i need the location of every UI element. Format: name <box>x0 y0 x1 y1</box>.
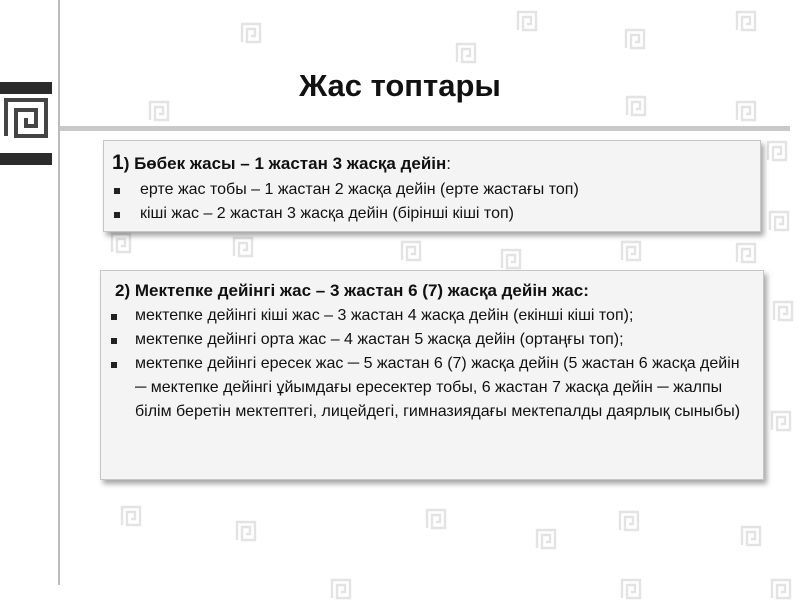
greek-key-icon <box>766 140 788 162</box>
greek-key-icon <box>770 410 792 432</box>
greek-key-icon <box>768 210 790 232</box>
preschool-age-heading: 2) Мектепке дейінгі жас – 3 жастан 6 (7) жасқа дейін жас: <box>115 281 589 300</box>
preschool-age-list <box>109 304 749 424</box>
greek-key-icon <box>618 510 640 532</box>
greek-key-icon <box>110 232 132 254</box>
list-item: кіші жас – 2 жастан 3 жасқа дейін (бірінші кіші топ) <box>112 202 752 226</box>
greek-key-icon <box>425 508 447 530</box>
greek-key-icon <box>735 10 757 32</box>
greek-key-icon <box>240 22 262 44</box>
greek-key-icon <box>120 505 142 527</box>
greek-key-icon <box>455 42 477 64</box>
bullet-icon <box>111 314 117 320</box>
list-item: ерте жас тобы – 1 жастан 2 жасқа дейін (ерте жастағы топ) <box>112 178 752 202</box>
greek-key-icon <box>735 242 757 264</box>
bullet-icon <box>114 188 120 194</box>
greek-key-icon <box>620 240 642 262</box>
dark-band-bottom <box>0 153 52 165</box>
heading-text: ) Бөбек жасы – 1 жастан 3 жасқа дейін <box>123 154 447 173</box>
greek-key-icon <box>235 520 257 542</box>
list-item: мектепке дейінгі орта жас – 4 жастан 5 жасқа дейін (ортаңғы топ); <box>109 328 749 352</box>
greek-key-icon <box>535 528 557 550</box>
greek-key-icon <box>400 240 422 262</box>
preschool-age-box <box>100 270 764 480</box>
infant-age-list <box>112 178 752 226</box>
infant-age-box <box>103 140 761 232</box>
greek-key-icon <box>500 248 522 270</box>
slide-title: Жас топтары <box>299 68 501 103</box>
greek-key-icon <box>772 300 794 322</box>
greek-key-icon <box>740 525 762 547</box>
greek-key-icon <box>232 236 254 258</box>
list-item: мектепке дейінгі кіші жас – 3 жастан 4 жасқа дейін (екінші кіші топ); <box>109 304 749 328</box>
bullet-icon <box>114 212 120 218</box>
heading-number: 1 <box>112 151 124 174</box>
bullet-icon <box>111 362 117 368</box>
title-underline <box>60 126 790 131</box>
greek-key-icon <box>330 578 352 600</box>
bullet-icon <box>111 338 117 344</box>
greek-key-icon <box>620 578 642 600</box>
greek-key-icon <box>516 10 538 32</box>
list-item: мектепке дейінгі ересек жас ─ 5 жастан 6 (7) жасқа дейін (5 жастан 6 жасқа дейін ─ мектепке дейінгі ұйымдағы ересектер тобы, 6 жастан 7 жасқа дейін ─ жалпы білім беретін мектептегі, лицейдегі, гимназиядағы мектепалды даярлық сыныбы) <box>109 352 749 424</box>
heading-suffix: : <box>446 154 452 173</box>
infant-age-heading <box>112 151 451 176</box>
greek-key-icon <box>770 578 792 600</box>
greek-key-icon <box>624 28 646 50</box>
